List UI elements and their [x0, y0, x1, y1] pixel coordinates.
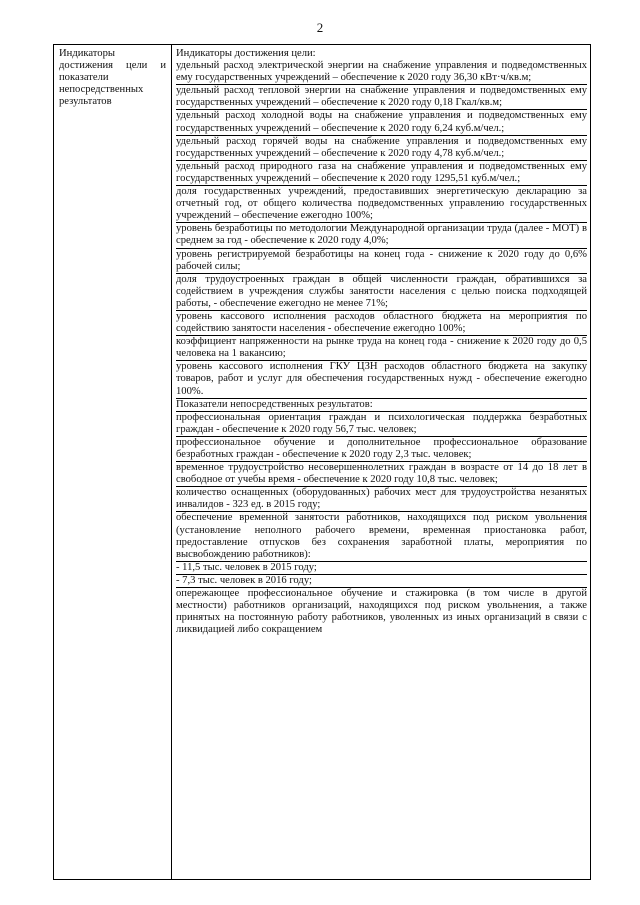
table-row: опережающее профессиональное обучение и стажировка (в том числе в другой местности) работников организаций, находящихся под риском увольнения, а также принятых на постоянную работу работников, уволенных из иных организаций в связи с ликвидацией либо сокращением — [176, 588, 587, 636]
page-number: 2 — [316, 20, 324, 35]
table-row: удельный расход природного газа на снабжение управления и подведомственных ему государственных учреждений – обеспечение к 2020 году 1295,51 куб.м/чел.; — [176, 161, 587, 186]
table-row: Индикаторы достижения цели: — [176, 48, 316, 59]
table-row: уровень кассового исполнения ГКУ ЦЗН расходов областного бюджета на закупку товаров, работ и услуг для обеспечения государственных нужд - обеспечение ежегодно 100%. — [176, 361, 587, 398]
table-row: удельный расход электрической энергии на снабжение управления и подведомственных ему государственных учреждений – обеспечение к 2020 году 36,30 кВт·ч/кв.м; — [176, 60, 587, 85]
table-row: удельный расход тепловой энергии на снабжение управления и подведомственных ему государственных учреждений – обеспечение к 2020 году 0,18 Гкал/кв.м; — [176, 85, 587, 110]
table-row: уровень кассового исполнения расходов областного бюджета на мероприятия по содействию занятости населения - обеспечение ежегодно 100%; — [176, 311, 587, 336]
table-row: доля трудоустроенных граждан в общей численности граждан, обратившихся за содействием в учреждения службы занятости населения с целью поиска подходящей работы, - обеспечение ежегодно не менее 71%; — [176, 274, 587, 311]
right-column-content — [172, 45, 590, 879]
table-row: профессиональная ориентация граждан и психологическая поддержка безработных граждан - обеспечение к 2020 году 56,7 тыс. человек; — [176, 412, 587, 437]
table-row: Показатели непосредственных результатов: — [176, 399, 587, 412]
table-row: профессиональное обучение и дополнительное профессиональное образование безработных граждан - обеспечение к 2020 году 2,3 тыс. человек; — [176, 437, 587, 462]
table-row: обеспечение временной занятости работников, находящихся под риском увольнения (установление неполного рабочего времени, временная приостановка работ, предоставление отпусков без сохранения заработной платы, мероприятия по высвобождению работников): — [176, 512, 587, 561]
table-row: - 7,3 тыс. человек в 2016 году; — [176, 575, 587, 588]
table-row: удельный расход горячей воды на снабжение управления и подведомственных ему государственных учреждений – обеспечение к 2020 году 4,78 куб.м/чел.; — [176, 136, 587, 161]
table-row: временное трудоустройство несовершеннолетних граждан в возрасте от 14 до 18 лет в свободное от учебы время - обеспечение к 2020 году 10,8 тыс. человек; — [176, 462, 587, 487]
table-row: удельный расход холодной воды на снабжение управления и подведомственных ему государственных учреждений – обеспечение к 2020 году 6,24 куб.м/чел.; — [176, 110, 587, 135]
left-column-label: Индикаторы достижения цели и показатели непосредственных результатов — [54, 45, 172, 879]
table-row: - 11,5 тыс. человек в 2015 году; — [176, 562, 587, 575]
table-row: уровень безработицы по методологии Международной организации труда (далее - МОТ) в среднем за год - обеспечение к 2020 году 4,0%; — [176, 223, 587, 248]
table-row: коэффициент напряженности на рынке труда на конец года - снижение к 2020 году до 0,5 человека на 1 вакансию; — [176, 336, 587, 361]
table-row: количество оснащенных (оборудованных) рабочих мест для трудоустройства незанятых инвалидов - 323 ед. в 2015 году; — [176, 487, 587, 512]
table-row: уровень регистрируемой безработицы на конец года - снижение к 2020 году до 0,6% рабочей силы; — [176, 249, 587, 274]
document-table — [53, 44, 591, 880]
table-row: доля государственных учреждений, предоставивших энергетическую декларацию за отчетный год, от общего количества подведомственных управлению государственных учреждений – обеспечение ежегодно 100%; — [176, 186, 587, 223]
